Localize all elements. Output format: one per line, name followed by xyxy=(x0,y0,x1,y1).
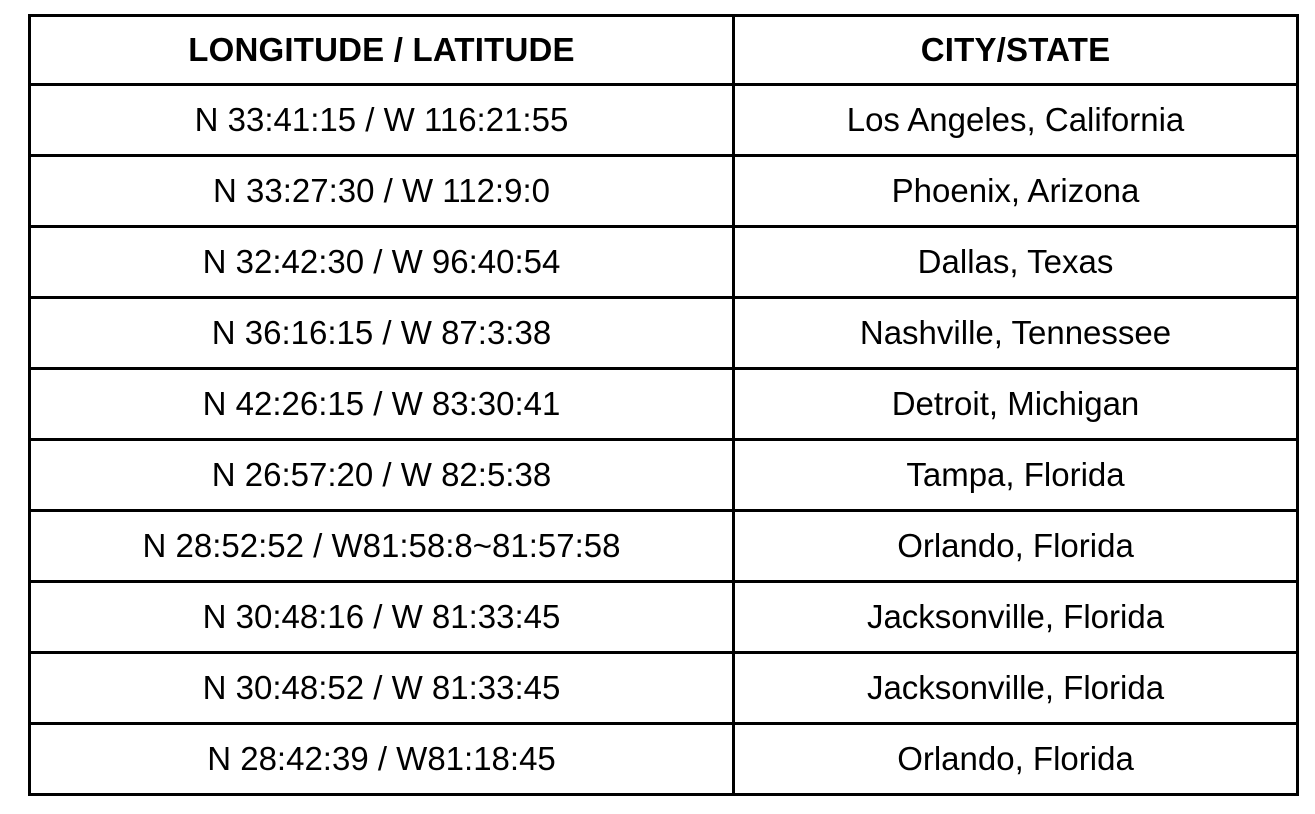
table-row xyxy=(30,156,1298,227)
coordinates-table xyxy=(28,14,1299,796)
cell-city-state: Detroit, Michigan xyxy=(734,369,1298,440)
cell-coordinates: N 33:41:15 / W 116:21:55 xyxy=(30,85,734,156)
cell-city-state: Dallas, Texas xyxy=(734,227,1298,298)
table-row xyxy=(30,440,1298,511)
cell-city-state: Los Angeles, California xyxy=(734,85,1298,156)
cell-coordinates: N 28:52:52 / W81:58:8~81:57:58 xyxy=(30,511,734,582)
cell-city-state: Nashville, Tennessee xyxy=(734,298,1298,369)
table-row xyxy=(30,653,1298,724)
table-row xyxy=(30,511,1298,582)
cell-city-state: Orlando, Florida xyxy=(734,511,1298,582)
cell-coordinates: N 28:42:39 / W81:18:45 xyxy=(30,724,734,795)
cell-city-state: Tampa, Florida xyxy=(734,440,1298,511)
table-body xyxy=(30,85,1298,795)
table-row xyxy=(30,85,1298,156)
table-header-row xyxy=(30,16,1298,85)
cell-city-state: Jacksonville, Florida xyxy=(734,582,1298,653)
cell-city-state: Jacksonville, Florida xyxy=(734,653,1298,724)
column-header-longitude-latitude: LONGITUDE / LATITUDE xyxy=(30,16,734,85)
table-row xyxy=(30,724,1298,795)
cell-coordinates: N 30:48:52 / W 81:33:45 xyxy=(30,653,734,724)
column-header-city-state: CITY/STATE xyxy=(734,16,1298,85)
cell-coordinates: N 33:27:30 / W 112:9:0 xyxy=(30,156,734,227)
table-row xyxy=(30,582,1298,653)
table-header xyxy=(30,16,1298,85)
cell-coordinates: N 36:16:15 / W 87:3:38 xyxy=(30,298,734,369)
cell-coordinates: N 30:48:16 / W 81:33:45 xyxy=(30,582,734,653)
cell-city-state: Phoenix, Arizona xyxy=(734,156,1298,227)
table-row xyxy=(30,298,1298,369)
cell-city-state: Orlando, Florida xyxy=(734,724,1298,795)
cell-coordinates: N 26:57:20 / W 82:5:38 xyxy=(30,440,734,511)
table-row xyxy=(30,227,1298,298)
cell-coordinates: N 32:42:30 / W 96:40:54 xyxy=(30,227,734,298)
table-row xyxy=(30,369,1298,440)
cell-coordinates: N 42:26:15 / W 83:30:41 xyxy=(30,369,734,440)
